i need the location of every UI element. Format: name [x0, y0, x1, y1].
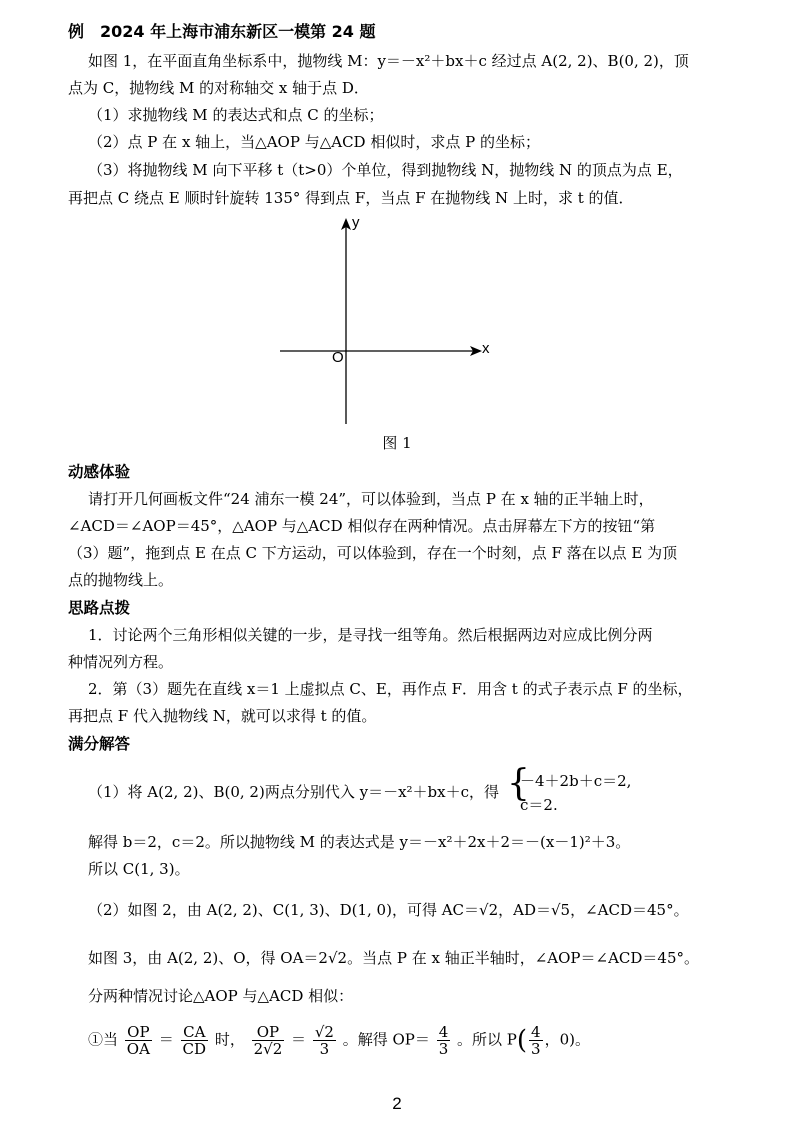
solution-step-2: 解得 b＝2，c＝2。所以抛物线 M 的表达式是 y＝－x²＋2x＋2＝－(x－1)²＋3。: [88, 833, 631, 851]
solution-step-4: （2）如图 2，由 A(2, 2)、C(1, 3)、D(1, 0)，可得 AC＝√2，AD＝√5，∠ACD＝45°。: [88, 901, 689, 919]
hint-1b: 种情况列方程。: [68, 653, 174, 671]
dynamic-text-4: 点的抛物线上。: [68, 571, 174, 589]
x-axis-label: x: [482, 340, 490, 357]
hint-1a: 1．讨论两个三角形相似关键的一步，是寻找一组等角。然后根据两边对应成比例分两: [88, 626, 653, 644]
question-2: （2）点 P 在 x 轴上，当△AOP 与△ACD 相似时，求点 P 的坐标；: [88, 133, 540, 151]
figure-1-axes: [270, 212, 500, 430]
case-1-prefix: ①当: [88, 1030, 119, 1049]
origin-label: O: [332, 349, 344, 366]
dynamic-text-2: ∠ACD＝∠AOP＝45°，△AOP 与△ACD 相似存在两种情况。点击屏幕左下方的按钮“第: [68, 517, 656, 535]
dynamic-text-1: 请打开几何画板文件“24 浦东一模 24”，可以体验到，当点 P 在 x 轴的正半轴上时，: [88, 490, 654, 508]
fraction-op-oa: $\frac{OP}{OA}$: [126, 1023, 150, 1058]
solution-step-1: （1）将 A(2, 2)、B(0, 2)两点分别代入 y＝－x²＋bx＋c，得: [88, 783, 500, 801]
hint-2a: 2．第（3）题先在直线 x＝1 上虚拟点 C、E，再作点 F．用含 t 的式子表示点 F 的坐标，: [88, 680, 693, 698]
fraction-root2-3: $\frac{√2}{3}$: [314, 1023, 334, 1058]
dynamic-text-3: （3）题”，拖到点 E 在点 C 下方运动，可以体验到，存在一个时刻，点 F 落在以点 E 为顶: [68, 544, 678, 562]
problem-title: 例 2024 年上海市浦东新区一模第 24 题: [68, 22, 376, 41]
system-eq-2: c＝2.: [520, 796, 558, 814]
question-3: （3）将抛物线 M 向下平移 t（t>0）个单位，得到抛物线 N，抛物线 N 的顶点为点 E，: [88, 161, 683, 179]
solution-step-3: 所以 C(1, 3)。: [88, 860, 190, 878]
solution-step-6: 分两种情况讨论△AOP 与△ACD 相似：: [88, 987, 354, 1005]
system-eq-1: －4＋2b＋c＝2,: [520, 772, 632, 790]
page-number: 2: [392, 1094, 402, 1113]
section-heading-hints: 思路点拨: [68, 599, 131, 617]
y-axis-label: y: [352, 214, 360, 231]
section-heading-solution: 满分解答: [68, 735, 131, 753]
hint-2b: 再把点 F 代入抛物线 N，就可以求得 t 的值。: [68, 707, 377, 725]
solution-step-5: 如图 3，由 A(2, 2)、O，得 OA＝2√2。当点 P 在 x 轴正半轴时，∠AOP＝∠ACD＝45°。: [88, 949, 699, 967]
fraction-4-3: $\frac{4}{3}$: [438, 1023, 449, 1058]
fraction-op-2root2: $\frac{OP}{2√2}$: [253, 1023, 283, 1058]
question-1: （1）求抛物线 M 的表达式和点 C 的坐标；: [88, 106, 384, 124]
case-1-equation: ①当 $\frac{OP}{OA}$ ＝ $\frac{CA}{CD}$ 时， $\frac{OP}{2√2}$ ＝ $\frac{√2}{3}$ 。解得 OP＝ $\frac{4}{3}$ 。所以 P( $\frac{4}{3}$ ，0)。: [88, 1023, 590, 1058]
fraction-p-x: $\frac{4}{3}$: [531, 1023, 541, 1058]
system-brace: {: [507, 763, 530, 804]
section-heading-dynamic: 动感体验: [68, 463, 131, 481]
figure-1-caption: 图 1: [382, 434, 412, 452]
problem-text-2: 点为 C，抛物线 M 的对称轴交 x 轴于点 D．: [68, 79, 369, 97]
fraction-ca-cd: $\frac{CA}{CD}$: [182, 1023, 207, 1058]
question-3-cont: 再把点 C 绕点 E 顺时针旋转 135° 得到点 F，当点 F 在抛物线 N 上时，求 t 的值．: [68, 189, 634, 207]
problem-text-1: 如图 1，在平面直角坐标系中，抛物线 M：y＝－x²＋bx＋c 经过点 A(2, 2)、B(0, 2)，顶: [88, 52, 689, 70]
